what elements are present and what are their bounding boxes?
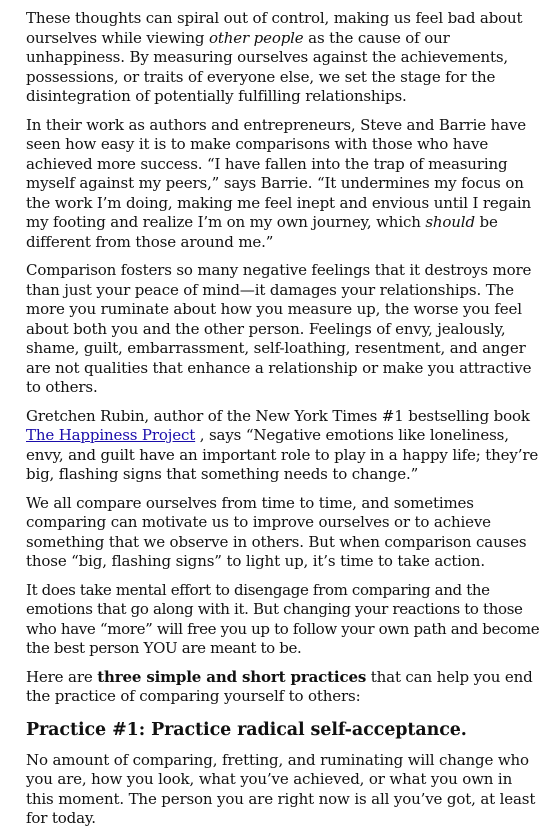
paragraph-gretchen-rubin (26, 407, 541, 485)
paragraph-text: be different from those around me.” (26, 213, 498, 251)
emphasis-text: other people (209, 28, 304, 47)
paragraph-mental-effort: It does take mental effort to disengage from comparing and the emotions that go along with it. But changing your reactions to those who have “more” will free you up to follow your own path and become the best person YOU are meant to be. (26, 580, 540, 657)
paragraph-spiral (26, 9, 541, 107)
paragraph-text: Gretchen Rubin, author of the New York Times #1 bestselling book (26, 406, 530, 425)
paragraph-authors (26, 116, 541, 253)
paragraph-text: In their work as authors and entrepreneurs, Steve and Barrie have seen how easy it is to make comparisons with those who have achieved more success. “I have fallen into the trap of measuring myself against my peers,” says Barrie. “It undermines my focus on the work I’m doing, making me feel inept and envious until I regain my footing and realize I’m on my own journey, which (26, 115, 532, 231)
paragraph-comparison-feelings: Comparison fosters so many negative feelings that it destroys more than just your peace of mind—it damages your relationships. The more you ruminate about how you measure up, the worse you feel about both you and the other person. Feelings of envy, jealously, shame, guilt, embarrassment, self-loathing, resentment, and anger are not qualities that enhance a relationship or make you attractive to others. (26, 261, 532, 396)
emphasis-text: should (425, 213, 475, 231)
paragraph-text: as the cause of our unhappiness. By measuring ourselves against the achievements, possessions, or traits of everyone else, we set the stage for the disintegration of potentially fulfilling relationships. (26, 28, 509, 105)
paragraph-text: These thoughts can spiral out of control, making us feel bad about ourselves while viewing (26, 9, 523, 47)
paragraph-text: that can help you end the practice of comparing yourself to others: (26, 667, 533, 705)
paragraph-text: , says “Negative emotions like loneliness, envy, and guilt have an important role to play in a happy life; they’re big, flashing signs that something needs to change.” (26, 426, 539, 483)
bold-text: three simple and short practices (97, 667, 367, 686)
practice-heading: Practice #1: Practice radical self-acceptance. (26, 719, 467, 740)
paragraph-text: Here are (26, 667, 98, 686)
paragraph-practices-intro (26, 668, 541, 707)
paragraph-compare-motivate: We all compare ourselves from time to time, and sometimes comparing can motivate us to improve ourselves or to achieve something that we observe in others. But when comparison causes those “big, flashing signs” to light up, it’s time to take action. (26, 493, 527, 570)
happiness-project-link[interactable]: The Happiness Project (26, 426, 196, 444)
paragraph-no-amount: No amount of comparing, fretting, and ruminating will change who you are, how you look, what you’ve achieved, or what you own in this moment. The person you are right now is all you’ve got, at least for today. (26, 750, 536, 827)
